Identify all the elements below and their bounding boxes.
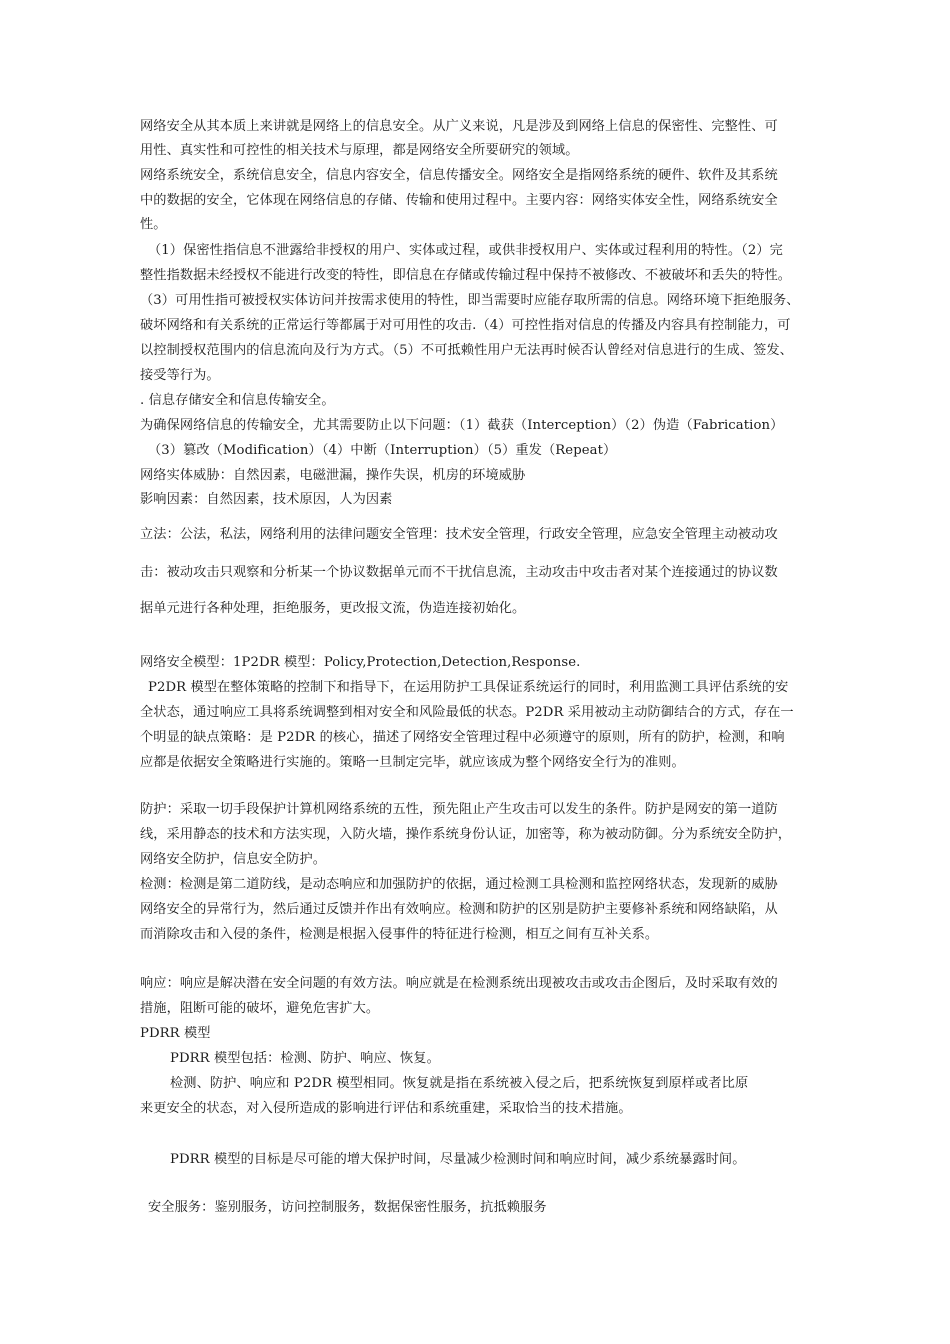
text-line: 响应：响应是解决潜在安全问题的有效方法。响应就是在检测系统出现被攻击或攻击企图后，及时采取有效的 [140, 976, 778, 991]
text-line: 性。 [140, 217, 167, 232]
text-line: 网络安全从其本质上来讲就是网络上的信息安全。从广义来说，凡是涉及到网络上信息的保密性、完整性、可 [140, 119, 778, 134]
text-line: 网络安全模型：1P2DR 模型：Policy,Protection,Detection,Response. [140, 655, 581, 670]
text-line: 而消除攻击和入侵的条件，检测是根据入侵事件的特征进行检测，相互之间有互补关系。 [140, 927, 659, 942]
text-line: 防护：采取一切手段保护计算机网络系统的五性，预先阻止产生攻击可以发生的条件。防护是网安的第一道防 [140, 802, 778, 817]
text-line: PDRR 模型的目标是尽可能的增大保护时间，尽量减少检测时间和响应时间，减少系统暴露时间。 [170, 1152, 746, 1167]
text-line: 全状态，通过响应工具将系统调整到相对安全和风险最低的状态。P2DR 采用被动主动防御结合的方式，存在一 [140, 705, 794, 720]
text-line: 个明显的缺点策略：是 P2DR 的核心，描述了网络安全管理过程中必须遵守的原则，所有的防护，检测，和响 [140, 730, 785, 745]
text-line: 用性、真实性和可控性的相关技术与原理，都是网络安全所要研究的领域。 [140, 143, 579, 158]
text-line: （1）保密性指信息不泄露给非授权的用户、实体或过程，或供非授权用户、实体或过程利用的特性。（2）完 [148, 243, 783, 258]
text-line: 为确保网络信息的传输安全，尤其需要防止以下问题：（1）截获（Interception）（2）伪造（Fabrication） [140, 418, 784, 433]
text-line: 网络安全的异常行为，然后通过反馈并作出有效响应。检测和防护的区别是防护主要修补系统和网络缺陷，从 [140, 902, 778, 917]
text-line: P2DR 模型在整体策略的控制下和指导下，在运用防护工具保证系统运行的同时，利用监测工具评估系统的安 [148, 680, 789, 695]
text-line: （3）篡改（Modification）（4）中断（Interruption）（5）重发（Repeat） [148, 443, 617, 458]
text-line: 以控制授权范围内的信息流向及行为方式。（5）不可抵赖性用户无法再时候否认曾经对信息进行的生成、签发、 [140, 343, 793, 358]
text-line: 据单元进行各种处理，拒绝服务，更改报文流，伪造连接初始化。 [140, 601, 526, 616]
text-line: 安全服务：鉴别服务，访问控制服务，数据保密性服务，抗抵赖服务 [148, 1200, 547, 1215]
text-line: . 信息存储安全和信息传输安全。 [140, 393, 335, 408]
text-line: 中的数据的安全，它体现在网络信息的存储、传输和使用过程中。主要内容：网络实体安全性，网络系统安全 [140, 193, 778, 208]
text-line: 网络实体威胁：自然因素，电磁泄漏，操作失误，机房的环境威胁 [140, 468, 526, 483]
text-line: 接受等行为。 [140, 368, 220, 383]
text-line: 影响因素：自然因素，技术原因，人为因素 [140, 492, 393, 507]
text-line: 应都是依据安全策略进行实施的。策略一旦制定完毕，就应该成为整个网络安全行为的准则。 [140, 755, 685, 770]
text-line: PDRR 模型包括：检测、防护、响应、恢复。 [170, 1051, 440, 1066]
text-line: 线，采用静态的技术和方法实现，入防火墙，操作系统身份认证，加密等，称为被动防御。分为系统安全防护， [140, 827, 792, 842]
text-line: （3）可用性指可被授权实体访问并按需求使用的特性，即当需要时应能存取所需的信息。网络环境下拒绝服务、 [140, 293, 800, 308]
text-line: 措施，阻断可能的破坏，避免危害扩大。 [140, 1001, 380, 1016]
text-line: 检测：检测是第二道防线，是动态响应和加强防护的依据，通过检测工具检测和监控网络状态，发现新的威胁 [140, 877, 778, 892]
text-line: 网络安全防护，信息安全防护。 [140, 852, 327, 867]
text-line: 破坏网络和有关系统的正常运行等都属于对可用性的攻击.（4）可控性指对信息的传播及内容具有控制能力，可 [140, 318, 791, 333]
text-line: 立法：公法，私法，网络利用的法律问题安全管理：技术安全管理，行政安全管理，应急安全管理主动被动攻 [140, 527, 778, 542]
text-line: 来更安全的状态，对入侵所造成的影响进行评估和系统重建，采取恰当的技术措施。 [140, 1101, 632, 1116]
text-line: 击：被动攻击只观察和分析某一个协议数据单元而不干扰信息流，主动攻击中攻击者对某个连接通过的协议数 [140, 565, 778, 580]
text-line: PDRR 模型 [140, 1026, 211, 1041]
text-line: 网络系统安全，系统信息安全，信息内容安全，信息传播安全。网络安全是指网络系统的硬件、软件及其系统 [140, 168, 778, 183]
text-line: 检测、防护、响应和 P2DR 模型相同。恢复就是指在系统被入侵之后，把系统恢复到原样或者比原 [170, 1076, 749, 1091]
text-line: 整性指数据未经授权不能进行改变的特性，即信息在存储或传输过程中保持不被修改、不被破坏和丢失的特性。 [140, 268, 792, 283]
